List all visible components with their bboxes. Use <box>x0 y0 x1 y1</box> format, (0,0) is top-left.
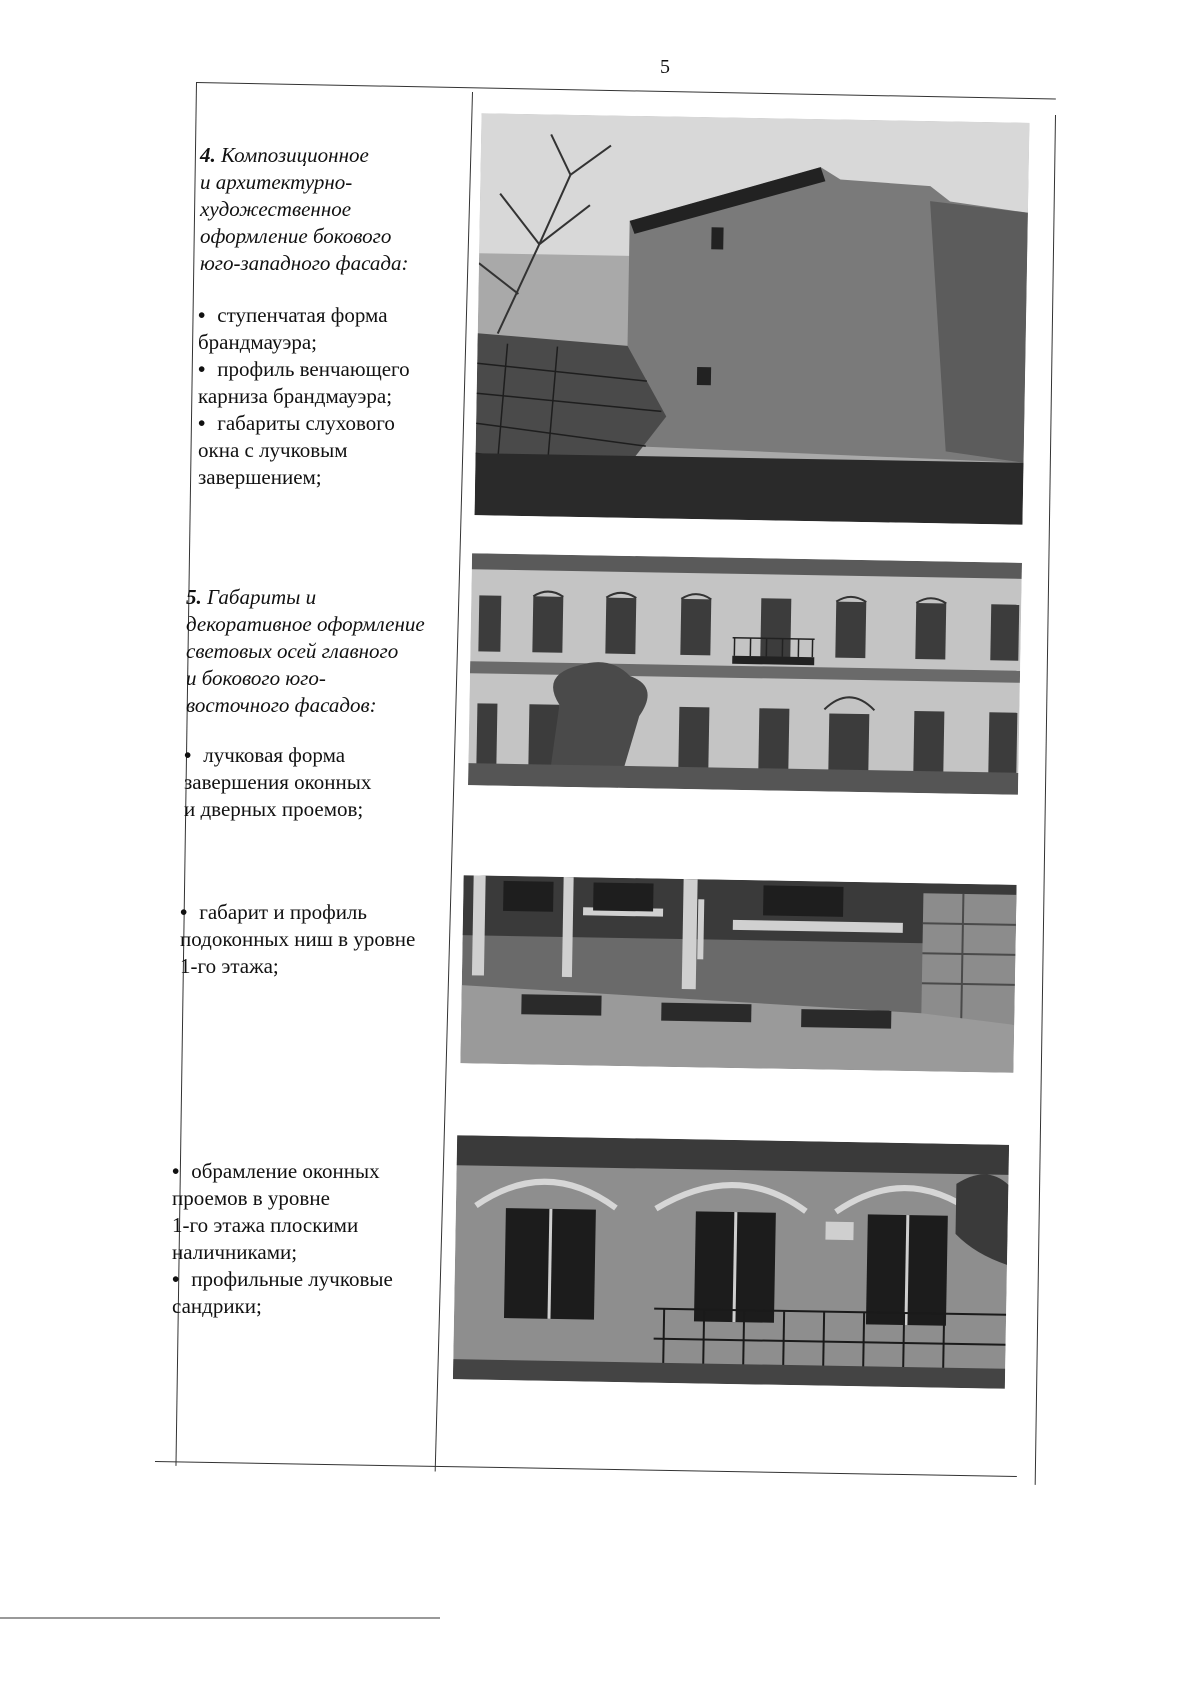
list-item: • лучковая форма завершения оконных и дверных проемов; <box>184 743 372 821</box>
bullet-icon: • <box>172 1159 180 1183</box>
heading-line: и бокового юго- <box>186 666 326 690</box>
list-item: • ступенчатая форма брандмауэра; <box>198 303 388 354</box>
facade-windows-balcony-photo <box>468 553 1022 795</box>
section-frames-items <box>172 1158 442 1320</box>
bullet-icon: • <box>180 900 188 924</box>
list-item: • профильные лучковые сандрики; <box>172 1267 393 1318</box>
heading-line: световых осей главного <box>186 639 399 663</box>
section-4-number: 4. <box>200 143 216 167</box>
section-4-text <box>200 142 460 277</box>
list-item: • габариты слухового окна с лучковым завершением; <box>198 411 395 489</box>
heading-line: юго-западного фасада: <box>200 251 409 275</box>
scan-artifact-line <box>0 1617 440 1619</box>
section-5-text <box>186 584 466 719</box>
bullet-icon: • <box>198 303 206 327</box>
heading-line: художественное <box>200 197 352 221</box>
heading-line: и архитектурно- <box>200 170 353 194</box>
list-item: • профиль венчающего карниза брандмауэра; <box>198 357 410 408</box>
heading-line: оформление бокового <box>200 224 392 248</box>
window-frames-sandriks-photo <box>453 1135 1009 1389</box>
bullet-icon: • <box>172 1267 180 1291</box>
section-5-number: 5. <box>186 585 202 609</box>
section-5-heading <box>186 584 466 719</box>
bullet-icon: • <box>184 743 192 767</box>
heading-line: восточного фасадов: <box>186 693 377 717</box>
bullet-icon: • <box>198 411 206 435</box>
heading-line: декоративное оформление <box>186 612 425 636</box>
section-niches-items <box>180 899 450 980</box>
heading-line: Габариты и <box>207 585 317 609</box>
table-bottom-border <box>155 1461 1017 1477</box>
list-item: • обрамление оконных проемов в уровне 1-го этажа плоскими наличниками; <box>172 1159 380 1264</box>
list-item: • габарит и профиль подоконных ниш в уровне 1-го этажа; <box>180 900 416 978</box>
bullet-icon: • <box>198 357 206 381</box>
table-top-border <box>196 82 1056 100</box>
firewall-gable-photo <box>475 113 1030 525</box>
page-number: 5 <box>660 56 670 78</box>
table-right-border <box>1035 115 1056 1485</box>
section-4-items <box>198 302 458 491</box>
section-5-items <box>184 742 454 823</box>
section-4-heading <box>200 142 460 277</box>
window-sill-niches-photo <box>460 875 1016 1073</box>
heading-line: Композиционное <box>221 143 369 167</box>
